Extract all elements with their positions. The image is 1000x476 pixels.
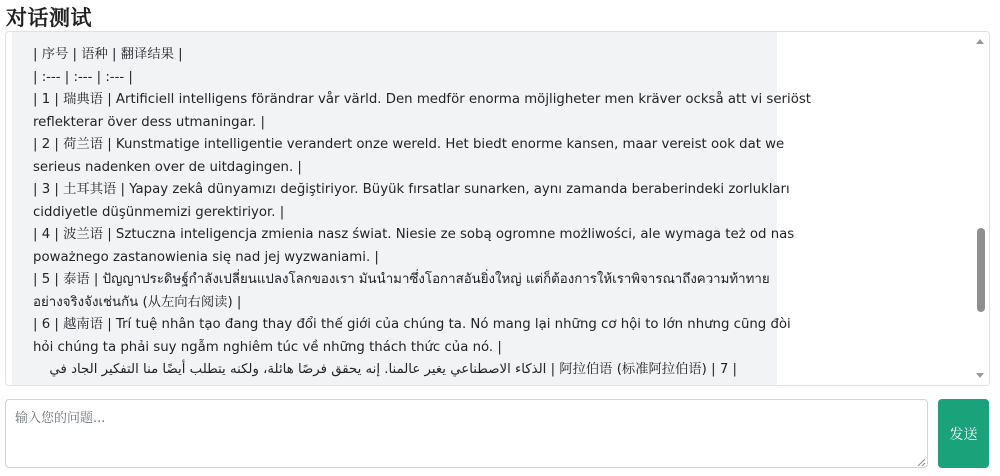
message-line: | 2 | 荷兰语 | Kunstmatige intelligentie verandert onze wereld. Het biedt enorme kansen, maar vereist ook dat we <box>33 137 785 152</box>
message-line: | 5 | 泰语 | ปัญญาประดิษฐ์กำลังเปลี่ยนแปลงโลกของเรา มันนำมาซึ่งโอกาสอันยิ่งใหญ่ แต่ก็ต้องการให้เราพิจารณาถึงความท้าทาย <box>33 272 770 287</box>
message-line: | 6 | 越南语 | Trí tuệ nhân tạo đang thay đổi thế giới của chúng ta. Nó mang lại những cơ hội to lớn nhưng cũng đòi <box>33 317 791 332</box>
message-line: hỏi chúng ta phải suy ngẫm nghiêm túc về những thách thức của nó. | <box>33 339 502 355</box>
message-line: อย่างจริงจังเช่นกัน (从左向右阅读) | <box>33 294 242 310</box>
message-line: reflekterar över dess utmaningar. | <box>33 114 265 130</box>
message-line: | 序号 | 语种 | 翻译结果 | <box>33 47 183 62</box>
resize-handle-icon[interactable] <box>916 457 926 467</box>
message-line: | 1 | 瑞典语 | Artificiell intelligens förändrar vår värld. Den medför enorma möjligheter men kräver också att vi seriöst <box>33 92 811 107</box>
page-title: 对话测试 <box>6 6 92 30</box>
message-line: poważnego zastanowienia się nad jej wyzwaniami. | <box>33 249 379 265</box>
scroll-up-arrow-icon[interactable] <box>976 39 984 44</box>
message-line: | 3 | 土耳其语 | Yapay zekâ dünyamızı değiştiriyor. Büyük fırsatlar sunarken, aynı zamanda beraberindeki zorlukları <box>33 182 790 197</box>
chat-scrollbar[interactable] <box>972 32 989 385</box>
message-line: | :--- | :--- | :--- | <box>33 69 133 85</box>
message-line: ciddiyetle düşünmemizi gerektiriyor. | <box>33 204 285 220</box>
message-line: | 7 | 阿拉伯语 (标准阿拉伯语) | الذكاء الاصطناعي يغير عالمنا. إنه يحقق فرصًا هائلة، ولكنه يتطلب أيضًا منا التفكير الجاد في <box>49 362 737 377</box>
message-line: serieus nadenken over de uitdagingen. | <box>33 159 302 175</box>
assistant-message <box>12 32 811 385</box>
scroll-down-arrow-icon[interactable] <box>976 373 984 378</box>
question-input[interactable] <box>5 399 928 468</box>
send-button[interactable]: 发送 <box>938 399 989 468</box>
message-line: | 4 | 波兰语 | Sztuczna inteligencja zmienia nasz świat. Niesie ze sobą ogromne możliwości, ale wymaga też od nas <box>33 227 795 242</box>
scrollbar-thumb[interactable] <box>977 228 985 312</box>
chat-history-panel[interactable] <box>5 31 990 386</box>
